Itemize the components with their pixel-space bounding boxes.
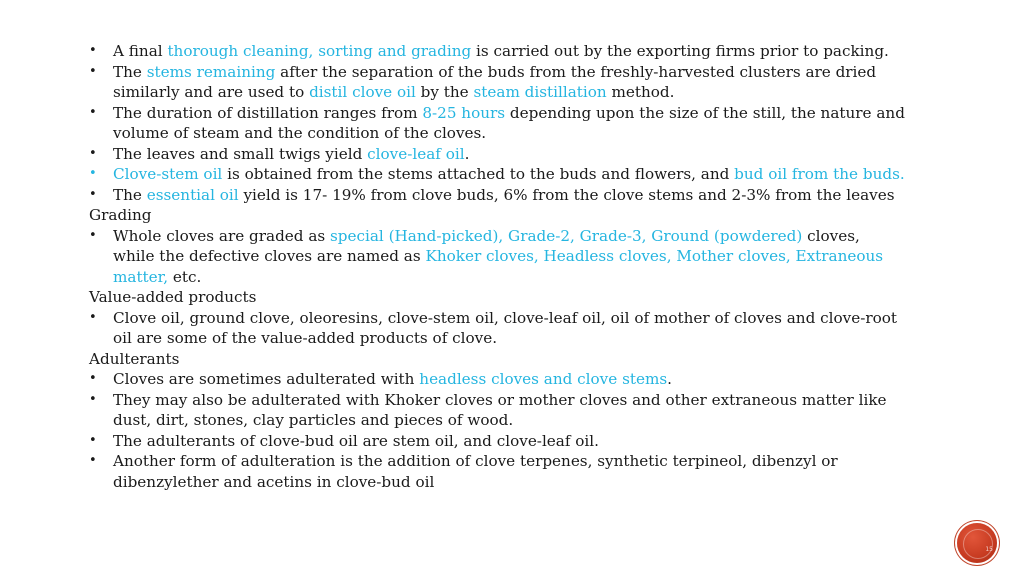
bullet-item: [89, 451, 919, 472]
highlighted-term: matter,: [113, 267, 169, 286]
bullet-item: [89, 185, 919, 206]
text-run: Clove oil, ground clove, oleoresins, clove-stem oil, clove-leaf oil, oil of mother of cloves and clove-root: [113, 308, 897, 327]
text-run: volume of steam and the condition of the cloves.: [113, 124, 487, 142]
text-run: The: [113, 62, 147, 81]
text-run: is obtained from the stems attached to the buds and flowers, and: [222, 165, 735, 183]
bullet-marker: •: [89, 309, 97, 325]
text-run: dibenzylether and acetins in clove-bud oil: [113, 472, 435, 491]
bullet-continuation: [89, 123, 919, 144]
text-run: dust, dirt, stones, clay particles and pieces of wood.: [113, 411, 514, 429]
text-run: A final: [113, 42, 168, 60]
page-number: 15: [985, 546, 993, 553]
highlighted-term: steam distillation: [473, 83, 607, 101]
text-run: Cloves are sometimes adulterated with: [113, 370, 420, 388]
text-run: yield is 17- 19% from clove buds, 6% from the clove stems and 2-3% from the leaves: [238, 185, 895, 204]
highlighted-term: headless cloves and clove stems: [419, 370, 668, 388]
badge-ring-decoration: [963, 529, 993, 559]
text-run: etc.: [168, 267, 202, 286]
highlighted-term: stems remaining: [146, 62, 276, 81]
text-run: cloves,: [802, 226, 860, 245]
bullet-marker: •: [89, 145, 97, 161]
text-run: depending upon the size of the still, the nature and: [505, 103, 905, 122]
bullet-marker: •: [89, 63, 97, 79]
text-run: Another form of adulteration is the addition of clove terpenes, synthetic terpineol, dibenzyl or: [113, 452, 838, 470]
bullet-marker: •: [89, 371, 97, 386]
highlighted-term: bud oil from the buds.: [734, 165, 905, 183]
bullet-item: [89, 62, 919, 83]
text-run: The adulterants of clove-bud oil are stem oil, and clove-leaf oil.: [113, 431, 599, 450]
bullet-continuation: [89, 82, 919, 103]
highlighted-term: 8-25 hours: [422, 103, 506, 122]
bullet-item: [89, 164, 919, 185]
bullet-item: [89, 390, 919, 411]
bullet-continuation: [89, 410, 919, 431]
bullet-item: [89, 144, 919, 165]
text-run: is carried out by the exporting firms prior to packing.: [471, 42, 889, 60]
bullet-marker: •: [89, 453, 97, 468]
bullet-item: [89, 369, 919, 390]
text-run: The duration of distillation ranges from: [113, 103, 423, 122]
bullet-marker: •: [89, 104, 97, 120]
bullet-marker: •: [89, 43, 97, 58]
text-run: oil are some of the value-added products of clove.: [113, 329, 498, 347]
bullet-marker: •: [89, 432, 97, 448]
page-number-badge: [957, 523, 997, 563]
bullet-continuation: [89, 267, 919, 288]
bullet-item: [89, 308, 919, 329]
section-heading-value-added: Value-added products: [89, 288, 257, 306]
text-run: They may also be adulterated with Khoker cloves or mother cloves and other extraneous matter like: [113, 390, 887, 409]
bullet-marker: •: [89, 186, 97, 202]
highlighted-term: Khoker cloves, Headless cloves, Mother cloves, Extraneous: [425, 247, 884, 265]
text-run: .: [464, 144, 470, 163]
bullet-continuation: [89, 328, 919, 349]
bullet-continuation: [89, 246, 919, 267]
bullet-continuation: [89, 472, 919, 493]
highlighted-term: thorough cleaning, sorting and grading: [167, 42, 472, 60]
text-run: method.: [606, 83, 675, 101]
section-heading-grading: Grading: [89, 206, 152, 224]
text-run: by the: [415, 83, 474, 101]
bullet-marker: •: [89, 166, 97, 181]
highlighted-term: special (Hand-picked), Grade-2, Grade-3, Ground (powdered): [330, 226, 803, 245]
bullet-item: [89, 103, 919, 124]
text-run: similarly and are used to: [113, 83, 310, 101]
text-run: The: [113, 185, 147, 204]
highlighted-term: essential oil: [146, 185, 239, 204]
slide-content: [89, 41, 919, 492]
highlighted-term: Clove-stem oil: [113, 165, 223, 183]
text-run: .: [667, 370, 672, 388]
text-run: The leaves and small twigs yield: [113, 144, 368, 163]
text-run: Whole cloves are graded as: [113, 226, 331, 245]
text-run: while the defective cloves are named as: [113, 247, 426, 265]
bullet-item: [89, 226, 919, 247]
bullet-item: [89, 41, 919, 62]
text-run: after the separation of the buds from the freshly-harvested clusters are dried: [275, 62, 877, 81]
highlighted-term: clove-leaf oil: [367, 144, 465, 163]
bullet-marker: •: [89, 227, 97, 243]
bullet-marker: •: [89, 391, 97, 407]
section-heading-adulterants: Adulterants: [89, 349, 180, 368]
bullet-item: [89, 431, 919, 452]
highlighted-term: distil clove oil: [309, 83, 416, 101]
